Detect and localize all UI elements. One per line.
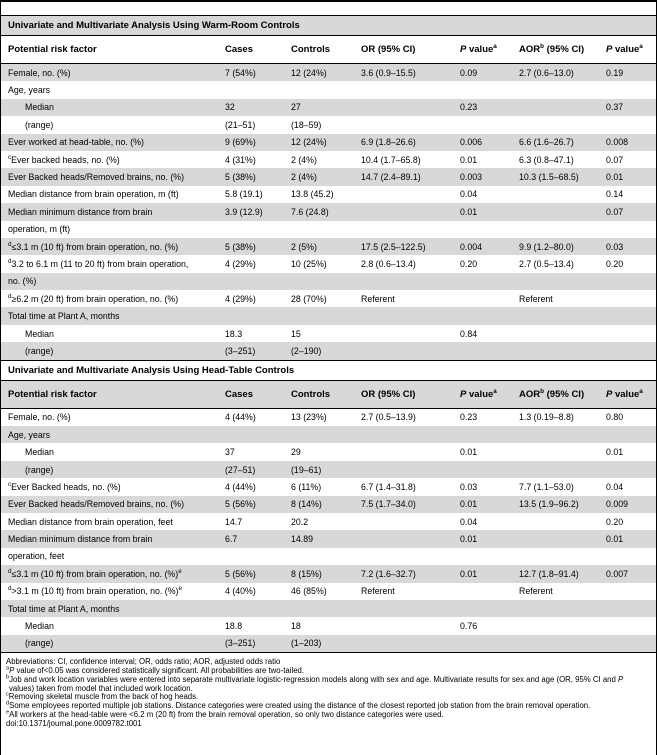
row-label: Median xyxy=(25,328,54,339)
data-cell xyxy=(460,221,519,238)
data-cell xyxy=(519,116,606,133)
row-label: Female, no. (%) xyxy=(8,412,71,423)
col-or: OR (95% CI) xyxy=(361,381,460,409)
data-cell xyxy=(519,99,606,116)
table-row xyxy=(1,134,656,151)
data-cell: 7.2 (1.6–32.7) xyxy=(361,568,416,579)
data-cell: (1–203) xyxy=(291,638,322,649)
data-cell: 0.004 xyxy=(460,241,483,252)
data-cell xyxy=(361,273,460,290)
data-cell xyxy=(606,583,656,600)
row-label: Median minimum distance from brain xyxy=(8,206,153,217)
data-cell xyxy=(519,203,606,220)
table-row xyxy=(1,290,656,307)
data-cell xyxy=(606,81,656,98)
footnote-line: Abbreviations: CI, confidence interval; OR, odds ratio; AOR, adjusted odds ratio xyxy=(6,657,281,667)
data-cell xyxy=(361,513,460,530)
footnote-line: $^e$All workers at the head-table were <6.2 m (20 ft) from the brain removal operation, so only two distance categories were used. xyxy=(6,709,444,719)
data-cell xyxy=(225,426,291,443)
data-cell: 14.7 xyxy=(225,516,243,527)
data-cell: (18–59) xyxy=(291,119,322,130)
row-label: Median distance from brain operation, m (ft) xyxy=(8,189,179,200)
data-cell: 0.09 xyxy=(460,67,478,78)
footnotes xyxy=(1,653,656,728)
data-cell: Referent xyxy=(519,293,553,304)
data-cell xyxy=(606,273,656,290)
col-risk-factor: Potential risk factor xyxy=(1,381,225,409)
warm-room-table xyxy=(1,36,656,360)
table-row xyxy=(1,342,656,359)
col-controls: Controls xyxy=(291,36,361,64)
footnote-line: $^b$Job and work location variables were entered into separate multivariate logistic-regression models along with sex and age. Multivariate results for sex and age (OR, 95% CI and P values) taken from model that included work location. xyxy=(6,674,624,693)
table-row xyxy=(1,81,656,98)
data-cell: 14.89 xyxy=(291,534,314,545)
data-cell xyxy=(460,342,519,359)
data-cell: 9 (69%) xyxy=(225,137,256,148)
data-cell xyxy=(460,307,519,324)
data-cell xyxy=(460,635,519,653)
data-cell: 6.6 (1.6–26.7) xyxy=(519,137,574,148)
data-cell: 6.9 (1.8–26.6) xyxy=(361,137,416,148)
data-cell: 14.7 (2.4–89.1) xyxy=(361,172,421,183)
data-cell: 2 (4%) xyxy=(291,172,317,183)
data-cell: 18 xyxy=(291,621,301,632)
data-cell xyxy=(519,186,606,203)
data-cell: 0.03 xyxy=(460,481,478,492)
row-label: Median xyxy=(25,102,54,113)
data-cell: 6.3 (0.8–47.1) xyxy=(519,154,574,165)
table-row xyxy=(1,461,656,478)
data-cell xyxy=(519,513,606,530)
table-section-head-table xyxy=(1,360,656,653)
data-cell: 37 xyxy=(225,447,235,458)
table-row xyxy=(1,443,656,460)
data-cell: 0.14 xyxy=(606,189,624,200)
data-cell: 5 (38%) xyxy=(225,172,256,183)
data-cell: (3–251) xyxy=(225,345,256,356)
table-row xyxy=(1,273,656,290)
data-cell: (27–51) xyxy=(225,464,256,475)
data-cell: 0.80 xyxy=(606,412,624,423)
data-cell: 7 (54%) xyxy=(225,67,256,78)
data-cell: 0.03 xyxy=(606,241,624,252)
data-cell: 0.01 xyxy=(460,534,478,545)
data-cell xyxy=(291,81,361,98)
data-cell: 0.76 xyxy=(460,621,478,632)
table-row xyxy=(1,307,656,324)
table-row xyxy=(1,565,656,582)
data-cell: 0.07 xyxy=(606,154,624,165)
data-cell xyxy=(460,548,519,565)
data-cell xyxy=(225,600,291,617)
data-cell xyxy=(519,325,606,342)
col-p-value-2: P value$^a$ xyxy=(606,381,656,409)
row-label: (range) xyxy=(25,345,54,356)
data-cell xyxy=(291,548,361,565)
data-cell xyxy=(225,307,291,324)
row-label: operation, m (ft) xyxy=(8,224,71,235)
data-cell xyxy=(460,290,519,307)
top-margin xyxy=(1,2,656,15)
data-cell xyxy=(225,548,291,565)
data-cell: 0.04 xyxy=(606,481,624,492)
data-cell xyxy=(361,600,460,617)
data-cell xyxy=(519,426,606,443)
row-label: $^d$>3.1 m (10 ft) from brain operation, no. (%)$^e$ xyxy=(8,585,183,597)
data-cell: 0.23 xyxy=(460,412,478,423)
table-row xyxy=(1,99,656,116)
data-cell: 2.7 (0.6–13.0) xyxy=(519,67,574,78)
data-cell xyxy=(460,81,519,98)
data-cell xyxy=(519,273,606,290)
data-cell: 0.07 xyxy=(606,206,624,217)
data-cell: 0.84 xyxy=(460,328,478,339)
col-cases: Cases xyxy=(225,36,291,64)
table-row xyxy=(1,617,656,634)
table-row xyxy=(1,325,656,342)
data-cell xyxy=(606,307,656,324)
data-cell: 0.01 xyxy=(460,154,478,165)
data-cell: 28 (70%) xyxy=(291,293,327,304)
data-cell: 4 (44%) xyxy=(225,481,256,492)
col-p-value-2: P value$^a$ xyxy=(606,36,656,64)
data-cell: 46 (85%) xyxy=(291,586,327,597)
data-cell xyxy=(606,426,656,443)
data-cell: 2 (5%) xyxy=(291,241,317,252)
row-label: no. (%) xyxy=(8,276,37,287)
data-cell: 12 (24%) xyxy=(291,137,327,148)
data-cell xyxy=(460,116,519,133)
data-cell xyxy=(519,81,606,98)
data-cell: 5.8 (19.1) xyxy=(225,189,263,200)
row-label: operation, feet xyxy=(8,551,65,562)
row-label: Median minimum distance from brain xyxy=(8,534,153,545)
row-label: Ever worked at head-table, no. (%) xyxy=(8,137,144,148)
data-cell: 2.7 (0.5–13.9) xyxy=(361,412,416,423)
data-cell: 0.006 xyxy=(460,137,483,148)
data-cell: 8 (15%) xyxy=(291,568,322,579)
data-cell: 9.9 (1.2–80.0) xyxy=(519,241,574,252)
data-cell xyxy=(606,342,656,359)
data-cell: 0.008 xyxy=(606,137,629,148)
col-aor: AOR$^b$ (95% CI) xyxy=(519,36,606,64)
data-cell xyxy=(361,186,460,203)
data-cell: 0.01 xyxy=(460,568,478,579)
data-cell xyxy=(361,548,460,565)
data-cell xyxy=(460,461,519,478)
data-cell: 0.01 xyxy=(460,499,478,510)
data-cell: Referent xyxy=(361,586,395,597)
footnote-line: doi:10.1371/journal.pone.0009782.t001 xyxy=(6,718,142,728)
data-cell xyxy=(361,342,460,359)
data-cell xyxy=(225,221,291,238)
data-cell xyxy=(361,617,460,634)
data-cell: 0.01 xyxy=(606,172,624,183)
data-cell: 12 (24%) xyxy=(291,67,327,78)
data-cell xyxy=(519,443,606,460)
table-section-warm-room xyxy=(1,15,656,360)
data-cell: 5 (38%) xyxy=(225,241,256,252)
data-cell xyxy=(291,426,361,443)
row-label: $^d$3.2 to 6.1 m (11 to 20 ft) from brain operation, xyxy=(8,258,189,269)
data-cell: 5 (56%) xyxy=(225,499,256,510)
data-cell: 0.01 xyxy=(460,447,478,458)
data-cell: (21–51) xyxy=(225,119,256,130)
table-row xyxy=(1,255,656,272)
data-cell xyxy=(361,461,460,478)
data-cell: 18.3 xyxy=(225,328,243,339)
data-cell xyxy=(519,461,606,478)
data-cell: 7.7 (1.1–53.0) xyxy=(519,481,574,492)
data-cell: 4 (29%) xyxy=(225,293,256,304)
data-cell xyxy=(361,426,460,443)
data-cell: 0.009 xyxy=(606,499,629,510)
table-row xyxy=(1,426,656,443)
data-cell xyxy=(460,600,519,617)
data-cell xyxy=(291,600,361,617)
row-label: Median distance from brain operation, feet xyxy=(8,516,173,527)
row-label: Age, years xyxy=(8,85,51,96)
table-row xyxy=(1,64,656,82)
data-cell: 4 (40%) xyxy=(225,586,256,597)
table-row xyxy=(1,408,656,426)
data-cell: 27 xyxy=(291,102,301,113)
data-cell xyxy=(606,221,656,238)
data-cell: 4 (44%) xyxy=(225,412,256,423)
data-cell: 2.7 (0.5–13.4) xyxy=(519,258,574,269)
col-p-value: P value$^a$ xyxy=(460,36,519,64)
data-cell: 29 xyxy=(291,447,301,458)
row-label: (range) xyxy=(25,119,54,130)
row-label: Total time at Plant A, months xyxy=(8,311,120,322)
row-label: Total time at Plant A, months xyxy=(8,603,120,614)
data-cell xyxy=(361,203,460,220)
row-label: $^c$Ever Backed heads, no. (%) xyxy=(8,480,121,492)
table-row xyxy=(1,168,656,185)
data-cell: 20.2 xyxy=(291,516,309,527)
data-cell: 6.7 (1.4–31.8) xyxy=(361,481,416,492)
row-label: $^d$≥6.2 m (20 ft) from brain operation, no. (%) xyxy=(8,292,179,304)
data-cell: 13.8 (45.2) xyxy=(291,189,334,200)
data-cell xyxy=(361,443,460,460)
data-cell xyxy=(519,635,606,653)
row-label: (range) xyxy=(25,638,54,649)
row-label: Median xyxy=(25,621,54,632)
data-cell xyxy=(361,635,460,653)
column-header-row xyxy=(1,36,656,64)
data-cell xyxy=(519,530,606,547)
data-cell: 10 (25%) xyxy=(291,258,327,269)
table-row xyxy=(1,116,656,133)
data-cell xyxy=(460,583,519,600)
data-cell: 8 (14%) xyxy=(291,499,322,510)
col-p-value: P value$^a$ xyxy=(460,381,519,409)
data-cell xyxy=(460,426,519,443)
table-row xyxy=(1,530,656,547)
column-header-row xyxy=(1,381,656,409)
table-row xyxy=(1,478,656,495)
data-cell: 0.007 xyxy=(606,568,629,579)
col-or: OR (95% CI) xyxy=(361,36,460,64)
footnote-line: $^a$P value of<0.05 was considered statistically significant. All probabilities are two-tailed. xyxy=(6,665,305,675)
table-row xyxy=(1,600,656,617)
table-title: Univariate and Multivariate Analysis Using Head-Table Controls xyxy=(1,360,656,381)
data-cell xyxy=(225,81,291,98)
data-cell: 5 (56%) xyxy=(225,568,256,579)
data-cell: (2–190) xyxy=(291,345,322,356)
col-cases: Cases xyxy=(225,381,291,409)
data-cell: 0.01 xyxy=(606,534,624,545)
data-cell: 2.8 (0.6–13.4) xyxy=(361,258,416,269)
data-cell: 0.20 xyxy=(606,258,624,269)
data-cell: 1.3 (0.19–8.8) xyxy=(519,412,574,423)
table-row xyxy=(1,635,656,653)
data-cell xyxy=(606,548,656,565)
row-label: Ever Backed heads/Removed brains, no. (%) xyxy=(8,499,185,510)
table-row xyxy=(1,221,656,238)
data-cell: 0.01 xyxy=(460,206,478,217)
data-cell: 2 (4%) xyxy=(291,154,317,165)
data-cell: (3–251) xyxy=(225,638,256,649)
data-cell: Referent xyxy=(361,293,395,304)
data-cell: 13 (23%) xyxy=(291,412,327,423)
data-cell: 4 (29%) xyxy=(225,258,256,269)
table-row xyxy=(1,186,656,203)
col-aor: AOR$^b$ (95% CI) xyxy=(519,381,606,409)
row-label: Female, no. (%) xyxy=(8,67,71,78)
data-cell xyxy=(361,81,460,98)
data-cell xyxy=(606,461,656,478)
data-cell xyxy=(606,617,656,634)
data-cell xyxy=(606,325,656,342)
col-risk-factor: Potential risk factor xyxy=(1,36,225,64)
data-cell: 0.37 xyxy=(606,102,624,113)
col-controls: Controls xyxy=(291,381,361,409)
data-cell: 0.19 xyxy=(606,67,624,78)
data-cell xyxy=(606,600,656,617)
data-cell: 0.01 xyxy=(606,447,624,458)
data-cell: 7.6 (24.8) xyxy=(291,206,329,217)
row-label: Median xyxy=(25,447,54,458)
data-cell xyxy=(519,342,606,359)
data-cell xyxy=(519,600,606,617)
data-cell xyxy=(291,273,361,290)
data-cell xyxy=(519,548,606,565)
data-cell: 6 (11%) xyxy=(291,481,322,492)
data-cell: 4 (31%) xyxy=(225,154,256,165)
table-row xyxy=(1,548,656,565)
data-cell: 0.04 xyxy=(460,516,478,527)
data-cell xyxy=(361,325,460,342)
data-cell xyxy=(361,530,460,547)
row-label: $^d$≤3.1 m (10 ft) from brain operation, no. (%)$^e$ xyxy=(8,567,182,579)
table-row xyxy=(1,513,656,530)
table-row xyxy=(1,238,656,255)
data-cell: 32 xyxy=(225,102,235,113)
data-cell: Referent xyxy=(519,586,553,597)
data-cell xyxy=(361,116,460,133)
row-label: Age, years xyxy=(8,429,51,440)
data-cell: 0.003 xyxy=(460,172,483,183)
data-cell xyxy=(225,273,291,290)
row-label: $^d$≤3.1 m (10 ft) from brain operation, no. (%) xyxy=(8,240,179,252)
data-cell xyxy=(519,617,606,634)
table-row xyxy=(1,583,656,600)
data-cell xyxy=(361,99,460,116)
row-label: $^c$Ever backed heads, no. (%) xyxy=(8,153,120,165)
data-cell xyxy=(519,307,606,324)
data-cell: 0.23 xyxy=(460,102,478,113)
data-cell: 6.7 xyxy=(225,534,238,545)
data-cell xyxy=(361,221,460,238)
head-table-table xyxy=(1,381,656,653)
table-title: Univariate and Multivariate Analysis Using Warm-Room Controls xyxy=(1,15,656,36)
data-cell: 0.20 xyxy=(460,258,478,269)
data-cell: 3.9 (12.9) xyxy=(225,206,263,217)
data-cell: 15 xyxy=(291,328,301,339)
data-cell: (19–61) xyxy=(291,464,322,475)
data-cell: 18.8 xyxy=(225,621,243,632)
data-cell xyxy=(606,635,656,653)
data-cell: 3.6 (0.9–15.5) xyxy=(361,67,416,78)
data-cell: 13.5 (1.9–96.2) xyxy=(519,499,579,510)
data-cell xyxy=(606,290,656,307)
table-row xyxy=(1,496,656,513)
data-cell: 12.7 (1.8–91.4) xyxy=(519,568,579,579)
data-cell xyxy=(519,221,606,238)
footnote-line: $^d$Some employees reported multiple job stations. Distance categories were created using the distance of the closest reported job station from the brain removal operation. xyxy=(6,700,591,711)
data-cell: 7.5 (1.7–34.0) xyxy=(361,499,416,510)
data-cell: 10.4 (1.7–65.8) xyxy=(361,154,421,165)
row-label: Ever Backed heads/Removed brains, no. (%) xyxy=(8,172,185,183)
footnote-line: $^c$Removing skeletal muscle from the back of hog heads. xyxy=(6,691,199,702)
data-cell: 10.3 (1.5–68.5) xyxy=(519,172,579,183)
table-row xyxy=(1,151,656,168)
data-cell xyxy=(460,273,519,290)
data-cell: 0.20 xyxy=(606,516,624,527)
data-cell: 0.04 xyxy=(460,189,478,200)
data-cell: 17.5 (2.5–122.5) xyxy=(361,241,426,252)
data-cell xyxy=(291,307,361,324)
data-cell xyxy=(291,221,361,238)
row-label: (range) xyxy=(25,464,54,475)
data-cell xyxy=(606,116,656,133)
table-row xyxy=(1,203,656,220)
data-cell xyxy=(361,307,460,324)
